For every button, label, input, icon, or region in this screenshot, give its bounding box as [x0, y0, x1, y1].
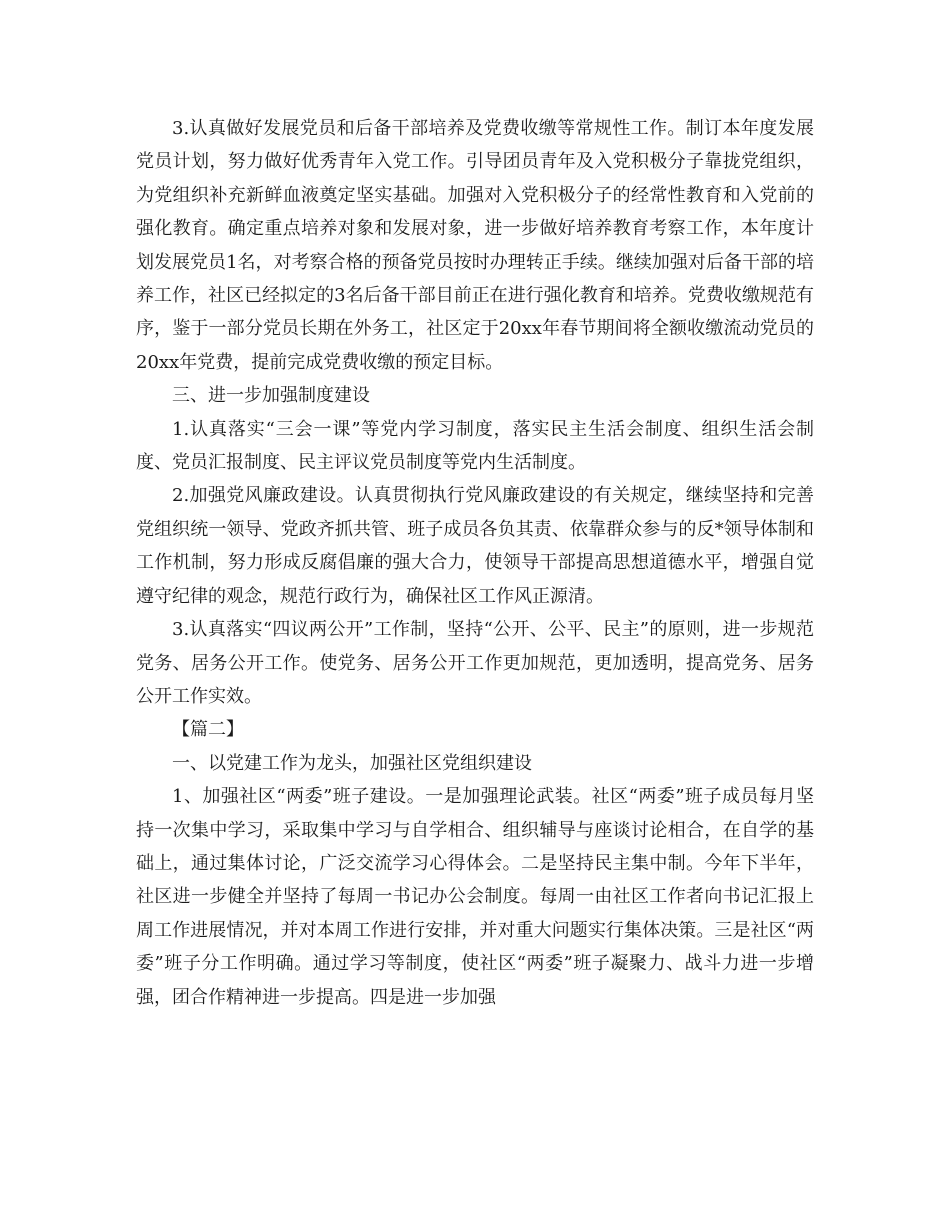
paragraph-integrity-building: 2.加强党风廉政建设。认真贯彻执行党风廉政建设的有关规定，继续坚持和完善党组织统一领导、党政齐抓共管、班子成员各负其责、依靠群众参与的反*领导体制和工作机制，努力形成反腐倡廉的强大合力，使领导干部提高思想道德水平，增强自觉遵守纪律的观念，规范行政行为，确保社区工作风正源清。 — [136, 485, 814, 607]
paragraph-openness-system: 3.认真落实“四议两公开”工作制，坚持“公开、公平、民主”的原则，进一步规范党务、居务公开工作。使党务、居务公开工作更加规范，更加透明，提高党务、居务公开工作实效。 — [136, 619, 814, 707]
paragraph-party-member-development: 3.认真做好发展党员和后备干部培养及党费收缴等常规性工作。制订本年度发展党员计划，努力做好优秀青年入党工作。引导团员青年及入党积极分子靠拢党组织，为党组织补充新鲜血液奠定坚实基础。加强对入党积极分子的经常性教育和入党前的强化教育。确定重点培养对象和发展对象，进一步做好培养教育考察工作，本年度计划发展党员1名，对考察合格的预备党员按时办理转正手续。继续加强对后备干部的培养工作，社区已经拟定的3名后备干部目前正在进行强化教育和培养。党费收缴规范有序，鉴于一部分党员长期在外务工，社区定于20xx年春节期间将全额收缴流动党员的20xx年党费，提前完成党费收缴的预定目标。 — [136, 118, 814, 373]
document-body — [136, 112, 814, 1014]
section-heading-system-building: 三、进一步加强制度建设 — [172, 385, 370, 407]
chapter-heading-part-two: 【篇二】 — [172, 719, 244, 741]
paragraph-study-system: 1.认真落实“三会一课”等党内学习制度，落实民主生活会制度、组织生活会制度、党员汇报制度、民主评议党员制度等党内生活制度。 — [136, 418, 814, 474]
paragraph-committee-building: 1、加强社区“两委”班子建设。一是加强理论武装。社区“两委”班子成员每月坚持一次集中学习，采取集中学习与自学相合、组织辅导与座谈讨论相合，在自学的基础上，通过集体讨论，广泛交流学习心得体会。二是坚持民主集中制。今年下半年，社区进一步健全并坚持了每周一书记办公会制度。每周一由社区工作者向书记汇报上周工作进展情况，并对本周工作进行安排，并对重大问题实行集体决策。三是社区“两委”班子分工作明确。通过学习等制度，使社区“两委”班子凝聚力、战斗力进一步增强，团合作精神进一步提高。四是进一步加强 — [136, 786, 814, 1008]
section-heading-party-building: 一、以党建工作为龙头，加强社区党组织建设 — [172, 752, 532, 774]
